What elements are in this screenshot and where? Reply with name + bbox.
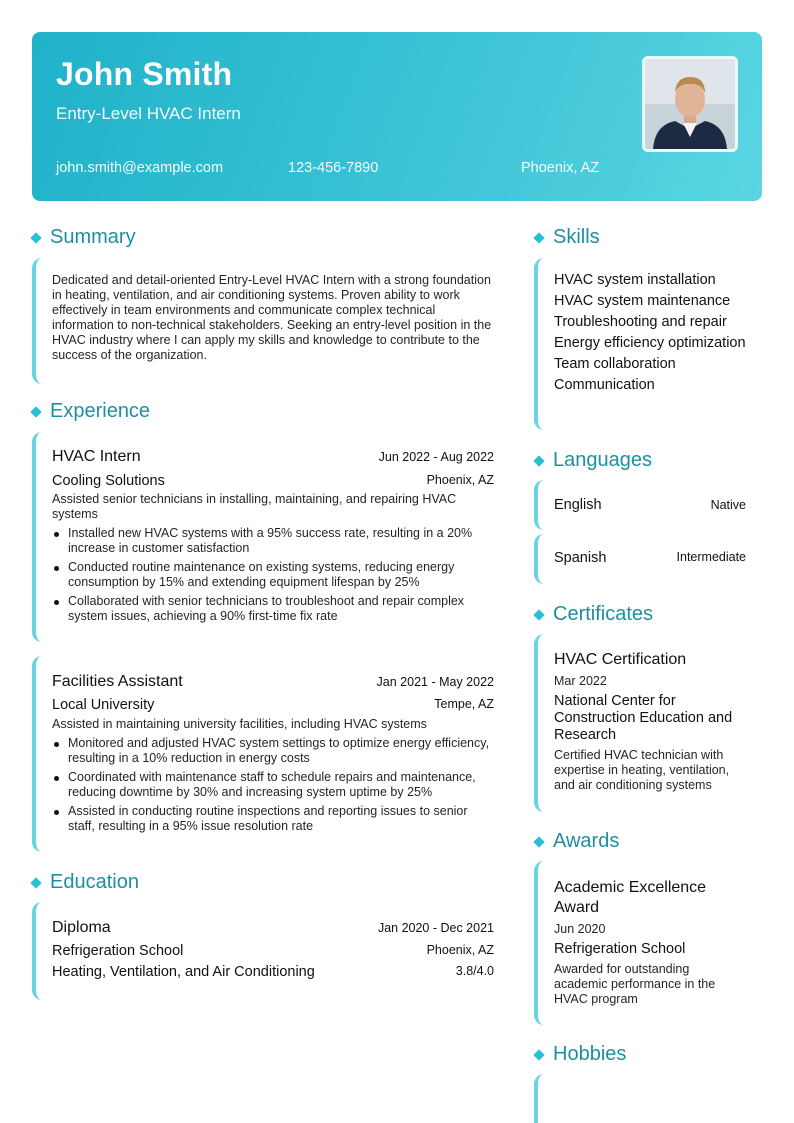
profile-photo [642, 56, 738, 152]
candidate-role: Entry-Level HVAC Intern [56, 104, 241, 123]
experience-heading: Experience [30, 400, 150, 423]
degree: Diploma [52, 919, 111, 936]
school-location: Phoenix, AZ [426, 943, 494, 957]
contact-location: Phoenix, AZ [521, 160, 600, 176]
hobbies-card [534, 1074, 746, 1123]
certificates-heading: Certificates [533, 603, 653, 626]
list-item: Conducted routine maintenance on existing systems, reducing energy consumption by 15% and extending equipment lifespan by 25% [52, 560, 494, 590]
job-location: Tempe, AZ [434, 697, 494, 711]
certificate-card [534, 634, 746, 812]
diamond-bullet-icon [533, 1049, 544, 1060]
award-issuer: Refrigeration School [554, 941, 686, 957]
list-item: Energy efficiency optimization [554, 335, 746, 351]
hobbies-heading: Hobbies [533, 1043, 626, 1066]
list-item: Team collaboration [554, 356, 676, 372]
summary-heading: Summary [30, 226, 136, 249]
list-item: Communication [554, 377, 655, 393]
job-description: Assisted senior technicians in installing, maintaining, and repairing HVAC systems [52, 492, 457, 521]
list-item: HVAC system installation [554, 272, 716, 288]
education-dates: Jan 2020 - Dec 2021 [377, 921, 494, 935]
resume-header [32, 32, 762, 201]
language-level: Intermediate [676, 550, 746, 564]
skills-heading: Skills [533, 226, 600, 249]
job-dates: Jun 2022 - Aug 2022 [378, 450, 494, 464]
certificate-issuer: National Center for Construction Education and Research [554, 693, 733, 743]
skills-card [534, 258, 746, 430]
job-company: Cooling Solutions [52, 473, 165, 489]
education-card [32, 902, 494, 1000]
summary-text: Dedicated and detail-oriented Entry-Level HVAC Intern with a strong foundation in heating, ventilation, and air conditioning systems. Proven ability to work effectively in team environments and communicate complex technical information to non-technical stakeholders. Seeking an entry-level position in the HVAC industry where I can apply my skills and knowledge to contribute to the success of the organization. [52, 273, 492, 362]
field-of-study: Heating, Ventilation, and Air Conditioning [52, 964, 315, 980]
candidate-name: John Smith [56, 56, 233, 92]
language-name: Spanish [554, 550, 607, 566]
diamond-bullet-icon [533, 232, 544, 243]
job-achievements [52, 526, 494, 628]
certificate-name: HVAC Certification [554, 651, 687, 668]
avatar-icon [645, 59, 735, 149]
list-item: Coordinated with maintenance staff to schedule repairs and maintenance, reducing downtime by 30% and increasing system uptime by 25% [52, 770, 494, 800]
job-company: Local University [52, 697, 155, 713]
summary-card [32, 258, 494, 384]
diamond-bullet-icon [30, 877, 41, 888]
education-heading: Education [30, 871, 139, 894]
experience-item [32, 432, 494, 642]
diamond-bullet-icon [30, 232, 41, 243]
list-item: Troubleshooting and repair [554, 314, 727, 330]
job-title: Facilities Assistant [52, 673, 183, 690]
diamond-bullet-icon [30, 406, 41, 417]
skills-list [554, 272, 746, 398]
language-name: English [554, 497, 602, 513]
gpa: 3.8/4.0 [455, 964, 494, 978]
language-level: Native [710, 498, 746, 512]
job-description: Assisted in maintaining university facilities, including HVAC systems [52, 717, 427, 731]
diamond-bullet-icon [533, 455, 544, 466]
list-item: Assisted in conducting routine inspections and reporting issues to senior staff, resulting in a 95% issue resolution rate [52, 804, 494, 834]
award-date: Jun 2020 [554, 922, 606, 936]
certificate-description: Certified HVAC technician with expertise in heating, ventilation, and air conditioning systems [554, 748, 730, 792]
award-card [534, 861, 746, 1025]
languages-heading: Languages [533, 449, 652, 472]
job-location: Phoenix, AZ [426, 473, 494, 487]
job-achievements [52, 736, 494, 838]
awards-heading: Awards [533, 830, 619, 853]
list-item: Collaborated with senior technicians to troubleshoot and repair complex system issues, achieving a 90% first-time fix rate [52, 594, 494, 624]
experience-item [32, 656, 494, 852]
language-item [534, 534, 746, 584]
school-name: Refrigeration School [52, 943, 184, 959]
language-item [534, 480, 746, 530]
list-item: Installed new HVAC systems with a 95% success rate, resulting in a 20% increase in customer satisfaction [52, 526, 494, 556]
diamond-bullet-icon [533, 609, 544, 620]
certificate-date: Mar 2022 [554, 674, 607, 688]
list-item: HVAC system maintenance [554, 293, 731, 309]
contact-email[interactable]: john.smith@example.com [56, 160, 224, 176]
diamond-bullet-icon [533, 836, 544, 847]
list-item: Monitored and adjusted HVAC system settings to optimize energy efficiency, resulting in a 10% reduction in energy costs [52, 736, 494, 766]
award-description: Awarded for outstanding academic performance in the HVAC program [554, 962, 716, 1006]
award-name: Academic Excellence Award [554, 879, 707, 916]
job-dates: Jan 2021 - May 2022 [376, 675, 494, 689]
contact-phone[interactable]: 123-456-7890 [288, 160, 379, 176]
job-title: HVAC Intern [52, 448, 141, 465]
